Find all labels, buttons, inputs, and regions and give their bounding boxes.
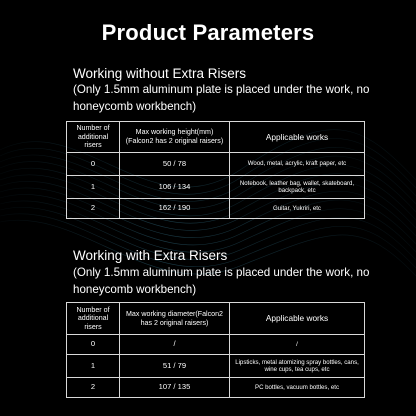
cell-risers: 1 bbox=[67, 355, 120, 378]
table-row bbox=[67, 153, 365, 176]
cell-max-diameter: 107 / 135 bbox=[120, 378, 230, 398]
cell-max-height: 106 / 134 bbox=[120, 176, 230, 199]
cell-applicable-works: Wood, metal, acrylic, kraft paper, etc bbox=[230, 153, 365, 176]
cell-max-height: 162 / 190 bbox=[120, 199, 230, 219]
params-table-with-risers bbox=[66, 302, 365, 398]
params-table-without-risers bbox=[66, 121, 365, 219]
table-header-row bbox=[67, 303, 365, 335]
cell-max-diameter: / bbox=[120, 335, 230, 355]
section-note-with-risers: (Only 1.5mm aluminum plate is placed under the work, no honeycomb workbench) bbox=[73, 266, 370, 296]
section-note-without-risers: (Only 1.5mm aluminum plate is placed under the work, no honeycomb workbench) bbox=[73, 83, 370, 113]
cell-max-height: 50 / 78 bbox=[120, 153, 230, 176]
header-applicable-works: Applicable works bbox=[230, 303, 365, 335]
cell-applicable-works: Lipsticks, metal atomizing spray bottles, cans, wine cups, tea cups, etc bbox=[230, 355, 365, 378]
cell-risers: 2 bbox=[67, 378, 120, 398]
section-title-without-risers: Working without Extra Risers bbox=[73, 66, 247, 81]
header-risers: Number of additional risers bbox=[67, 303, 120, 335]
cell-applicable-works: Guitar, Yukriri, etc bbox=[230, 199, 365, 219]
table-row bbox=[67, 378, 365, 398]
cell-applicable-works: / bbox=[230, 335, 365, 355]
table-row bbox=[67, 335, 365, 355]
table-row bbox=[67, 176, 365, 199]
page-title: Product Parameters bbox=[101, 20, 315, 45]
cell-max-diameter: 51 / 79 bbox=[120, 355, 230, 378]
cell-risers: 0 bbox=[67, 153, 120, 176]
table-header-row bbox=[67, 122, 365, 153]
header-risers: Number of additional risers bbox=[67, 122, 120, 153]
cell-risers: 1 bbox=[67, 176, 120, 199]
cell-risers: 0 bbox=[67, 335, 120, 355]
section-title-with-risers: Working with Extra Risers bbox=[73, 248, 228, 263]
header-max-height: Max working height(mm)(Falcon2 has 2 original raisers) bbox=[120, 122, 230, 153]
header-applicable-works: Applicable works bbox=[230, 122, 365, 153]
cell-risers: 2 bbox=[67, 199, 120, 219]
cell-applicable-works: PC bottles, vacuum bottles, etc bbox=[230, 378, 365, 398]
table-row bbox=[67, 355, 365, 378]
header-max-diameter: Max working diameter(Falcon2 has 2 original raisers) bbox=[120, 303, 230, 335]
cell-applicable-works: Notebook, leather bag, wallet, skateboard, backpack, etc bbox=[230, 176, 365, 199]
table-row bbox=[67, 199, 365, 219]
